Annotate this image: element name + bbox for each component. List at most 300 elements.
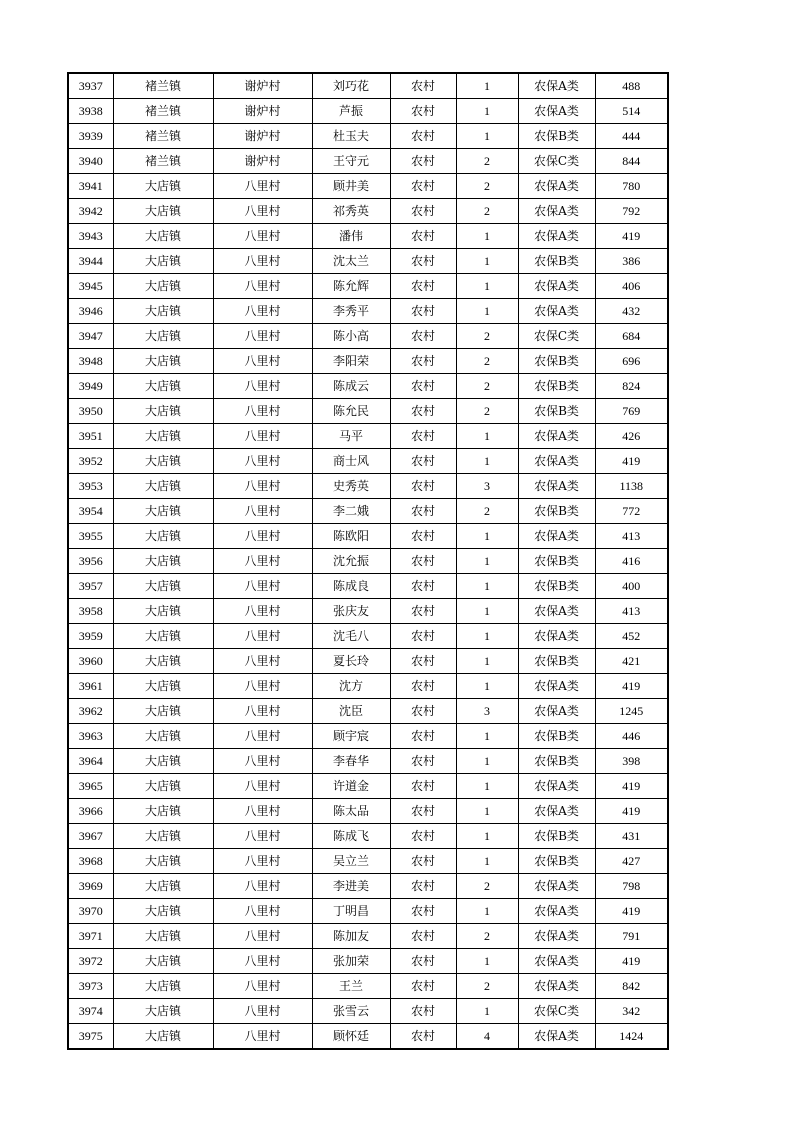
town-cell: 大店镇	[113, 974, 213, 999]
household-count-cell: 1	[456, 799, 518, 824]
area-type-cell: 农村	[390, 574, 456, 599]
area-type-cell: 农村	[390, 949, 456, 974]
table-row	[68, 899, 668, 924]
row-number-cell: 3946	[68, 299, 113, 324]
category-cell: 农保A类	[518, 774, 595, 799]
area-type-cell: 农村	[390, 674, 456, 699]
name-cell: 顾井美	[312, 174, 390, 199]
household-count-cell: 1	[456, 124, 518, 149]
town-cell: 大店镇	[113, 174, 213, 199]
row-number-cell: 3949	[68, 374, 113, 399]
amount-cell: 416	[595, 549, 668, 574]
row-number-cell: 3941	[68, 174, 113, 199]
category-cell: 农保B类	[518, 824, 595, 849]
row-number-cell: 3956	[68, 549, 113, 574]
village-cell: 八里村	[213, 574, 312, 599]
name-cell: 陈成云	[312, 374, 390, 399]
village-cell: 八里村	[213, 824, 312, 849]
town-cell: 大店镇	[113, 1024, 213, 1050]
area-type-cell: 农村	[390, 224, 456, 249]
row-number-cell: 3957	[68, 574, 113, 599]
row-number-cell: 3958	[68, 599, 113, 624]
village-cell: 谢炉村	[213, 73, 312, 99]
category-cell: 农保B类	[518, 349, 595, 374]
table-row	[68, 674, 668, 699]
household-count-cell: 2	[456, 499, 518, 524]
category-cell: 农保A类	[518, 73, 595, 99]
amount-cell: 342	[595, 999, 668, 1024]
household-count-cell: 1	[456, 749, 518, 774]
town-cell: 大店镇	[113, 574, 213, 599]
table-row	[68, 974, 668, 999]
table-row	[68, 99, 668, 124]
village-cell: 八里村	[213, 249, 312, 274]
town-cell: 大店镇	[113, 499, 213, 524]
category-cell: 农保B类	[518, 724, 595, 749]
area-type-cell: 农村	[390, 1024, 456, 1050]
row-number-cell: 3973	[68, 974, 113, 999]
table-row	[68, 699, 668, 724]
town-cell: 大店镇	[113, 224, 213, 249]
row-number-cell: 3969	[68, 874, 113, 899]
table-row	[68, 774, 668, 799]
area-type-cell: 农村	[390, 149, 456, 174]
category-cell: 农保A类	[518, 599, 595, 624]
town-cell: 大店镇	[113, 549, 213, 574]
category-cell: 农保B类	[518, 649, 595, 674]
category-cell: 农保B类	[518, 249, 595, 274]
household-count-cell: 2	[456, 924, 518, 949]
table-row	[68, 149, 668, 174]
town-cell: 大店镇	[113, 649, 213, 674]
table-row	[68, 624, 668, 649]
village-cell: 八里村	[213, 624, 312, 649]
town-cell: 大店镇	[113, 474, 213, 499]
name-cell: 杜玉夫	[312, 124, 390, 149]
row-number-cell: 3963	[68, 724, 113, 749]
row-number-cell: 3938	[68, 99, 113, 124]
table-row	[68, 374, 668, 399]
town-cell: 大店镇	[113, 849, 213, 874]
household-count-cell: 1	[456, 449, 518, 474]
amount-cell: 413	[595, 599, 668, 624]
table-row	[68, 224, 668, 249]
area-type-cell: 农村	[390, 299, 456, 324]
name-cell: 陈加友	[312, 924, 390, 949]
village-cell: 八里村	[213, 974, 312, 999]
area-type-cell: 农村	[390, 974, 456, 999]
household-count-cell: 1	[456, 724, 518, 749]
area-type-cell: 农村	[390, 999, 456, 1024]
household-count-cell: 1	[456, 899, 518, 924]
table-row	[68, 999, 668, 1024]
town-cell: 大店镇	[113, 349, 213, 374]
table-row	[68, 724, 668, 749]
amount-cell: 419	[595, 224, 668, 249]
village-cell: 八里村	[213, 599, 312, 624]
name-cell: 潘伟	[312, 224, 390, 249]
table-row	[68, 474, 668, 499]
amount-cell: 488	[595, 73, 668, 99]
area-type-cell: 农村	[390, 399, 456, 424]
town-cell: 大店镇	[113, 924, 213, 949]
area-type-cell: 农村	[390, 73, 456, 99]
village-cell: 八里村	[213, 499, 312, 524]
table-row	[68, 299, 668, 324]
town-cell: 大店镇	[113, 699, 213, 724]
village-cell: 八里村	[213, 699, 312, 724]
town-cell: 大店镇	[113, 674, 213, 699]
village-cell: 八里村	[213, 899, 312, 924]
area-type-cell: 农村	[390, 249, 456, 274]
village-cell: 八里村	[213, 549, 312, 574]
household-count-cell: 2	[456, 374, 518, 399]
area-type-cell: 农村	[390, 349, 456, 374]
village-cell: 八里村	[213, 524, 312, 549]
household-count-cell: 2	[456, 199, 518, 224]
name-cell: 沈允振	[312, 549, 390, 574]
name-cell: 王兰	[312, 974, 390, 999]
household-count-cell: 1	[456, 999, 518, 1024]
category-cell: 农保B类	[518, 749, 595, 774]
name-cell: 陈允民	[312, 399, 390, 424]
village-cell: 八里村	[213, 349, 312, 374]
amount-cell: 432	[595, 299, 668, 324]
name-cell: 陈成良	[312, 574, 390, 599]
village-cell: 八里村	[213, 174, 312, 199]
household-count-cell: 1	[456, 824, 518, 849]
category-cell: 农保C类	[518, 149, 595, 174]
household-count-cell: 1	[456, 574, 518, 599]
category-cell: 农保A类	[518, 524, 595, 549]
area-type-cell: 农村	[390, 174, 456, 199]
household-count-cell: 1	[456, 774, 518, 799]
name-cell: 李秀平	[312, 299, 390, 324]
row-number-cell: 3962	[68, 699, 113, 724]
area-type-cell: 农村	[390, 424, 456, 449]
amount-cell: 792	[595, 199, 668, 224]
household-count-cell: 2	[456, 974, 518, 999]
amount-cell: 772	[595, 499, 668, 524]
table-row	[68, 574, 668, 599]
amount-cell: 419	[595, 774, 668, 799]
category-cell: 农保A类	[518, 199, 595, 224]
amount-cell: 1245	[595, 699, 668, 724]
area-type-cell: 农村	[390, 524, 456, 549]
name-cell: 陈太品	[312, 799, 390, 824]
name-cell: 李阳荣	[312, 349, 390, 374]
category-cell: 农保B类	[518, 574, 595, 599]
town-cell: 褚兰镇	[113, 149, 213, 174]
row-number-cell: 3954	[68, 499, 113, 524]
table-row	[68, 649, 668, 674]
village-cell: 八里村	[213, 649, 312, 674]
name-cell: 商士风	[312, 449, 390, 474]
table-row	[68, 349, 668, 374]
category-cell: 农保A类	[518, 624, 595, 649]
village-cell: 八里村	[213, 299, 312, 324]
area-type-cell: 农村	[390, 749, 456, 774]
table-row	[68, 73, 668, 99]
row-number-cell: 3970	[68, 899, 113, 924]
town-cell: 大店镇	[113, 374, 213, 399]
table-row	[68, 749, 668, 774]
amount-cell: 1424	[595, 1024, 668, 1050]
row-number-cell: 3940	[68, 149, 113, 174]
name-cell: 许道金	[312, 774, 390, 799]
category-cell: 农保A类	[518, 974, 595, 999]
table-row	[68, 524, 668, 549]
household-count-cell: 2	[456, 399, 518, 424]
village-cell: 八里村	[213, 424, 312, 449]
name-cell: 刘巧花	[312, 73, 390, 99]
village-cell: 谢炉村	[213, 124, 312, 149]
household-count-cell: 1	[456, 599, 518, 624]
town-cell: 褚兰镇	[113, 73, 213, 99]
area-type-cell: 农村	[390, 799, 456, 824]
category-cell: 农保A类	[518, 99, 595, 124]
category-cell: 农保A类	[518, 924, 595, 949]
category-cell: 农保A类	[518, 874, 595, 899]
amount-cell: 398	[595, 749, 668, 774]
area-type-cell: 农村	[390, 599, 456, 624]
town-cell: 大店镇	[113, 899, 213, 924]
area-type-cell: 农村	[390, 99, 456, 124]
household-count-cell: 2	[456, 349, 518, 374]
table-row	[68, 324, 668, 349]
village-cell: 谢炉村	[213, 149, 312, 174]
table-row	[68, 124, 668, 149]
household-count-cell: 2	[456, 174, 518, 199]
name-cell: 王守元	[312, 149, 390, 174]
village-cell: 八里村	[213, 1024, 312, 1050]
household-count-cell: 1	[456, 849, 518, 874]
village-cell: 八里村	[213, 274, 312, 299]
household-count-cell: 2	[456, 874, 518, 899]
name-cell: 马平	[312, 424, 390, 449]
name-cell: 李进美	[312, 874, 390, 899]
row-number-cell: 3965	[68, 774, 113, 799]
village-cell: 八里村	[213, 724, 312, 749]
amount-cell: 1138	[595, 474, 668, 499]
town-cell: 大店镇	[113, 449, 213, 474]
row-number-cell: 3966	[68, 799, 113, 824]
category-cell: 农保A类	[518, 674, 595, 699]
category-cell: 农保C类	[518, 999, 595, 1024]
row-number-cell: 3955	[68, 524, 113, 549]
row-number-cell: 3960	[68, 649, 113, 674]
amount-cell: 419	[595, 899, 668, 924]
area-type-cell: 农村	[390, 649, 456, 674]
category-cell: 农保C类	[518, 324, 595, 349]
town-cell: 大店镇	[113, 624, 213, 649]
village-cell: 八里村	[213, 374, 312, 399]
household-count-cell: 1	[456, 224, 518, 249]
name-cell: 张雪云	[312, 999, 390, 1024]
name-cell: 顾怀廷	[312, 1024, 390, 1050]
table-row	[68, 449, 668, 474]
area-type-cell: 农村	[390, 274, 456, 299]
household-count-cell: 1	[456, 949, 518, 974]
amount-cell: 426	[595, 424, 668, 449]
row-number-cell: 3944	[68, 249, 113, 274]
row-number-cell: 3972	[68, 949, 113, 974]
area-type-cell: 农村	[390, 699, 456, 724]
village-cell: 八里村	[213, 924, 312, 949]
village-cell: 八里村	[213, 224, 312, 249]
town-cell: 大店镇	[113, 599, 213, 624]
category-cell: 农保A类	[518, 799, 595, 824]
name-cell: 李二娥	[312, 499, 390, 524]
table-row	[68, 949, 668, 974]
area-type-cell: 农村	[390, 474, 456, 499]
row-number-cell: 3952	[68, 449, 113, 474]
category-cell: 农保B类	[518, 374, 595, 399]
category-cell: 农保B类	[518, 849, 595, 874]
area-type-cell: 农村	[390, 899, 456, 924]
town-cell: 大店镇	[113, 524, 213, 549]
household-count-cell: 1	[456, 649, 518, 674]
row-number-cell: 3974	[68, 999, 113, 1024]
amount-cell: 419	[595, 949, 668, 974]
category-cell: 农保A类	[518, 424, 595, 449]
area-type-cell: 农村	[390, 124, 456, 149]
category-cell: 农保A类	[518, 274, 595, 299]
name-cell: 陈小高	[312, 324, 390, 349]
amount-cell: 824	[595, 374, 668, 399]
village-cell: 八里村	[213, 399, 312, 424]
town-cell: 褚兰镇	[113, 124, 213, 149]
town-cell: 大店镇	[113, 949, 213, 974]
household-count-cell: 1	[456, 549, 518, 574]
town-cell: 大店镇	[113, 724, 213, 749]
category-cell: 农保A类	[518, 449, 595, 474]
village-cell: 八里村	[213, 874, 312, 899]
household-count-cell: 1	[456, 99, 518, 124]
area-type-cell: 农村	[390, 549, 456, 574]
amount-cell: 446	[595, 724, 668, 749]
area-type-cell: 农村	[390, 199, 456, 224]
category-cell: 农保A类	[518, 1024, 595, 1050]
row-number-cell: 3961	[68, 674, 113, 699]
area-type-cell: 农村	[390, 824, 456, 849]
table-row	[68, 824, 668, 849]
household-count-cell: 1	[456, 274, 518, 299]
row-number-cell: 3937	[68, 73, 113, 99]
name-cell: 李春华	[312, 749, 390, 774]
category-cell: 农保A类	[518, 699, 595, 724]
area-type-cell: 农村	[390, 774, 456, 799]
row-number-cell: 3947	[68, 324, 113, 349]
town-cell: 大店镇	[113, 774, 213, 799]
name-cell: 吴立兰	[312, 849, 390, 874]
row-number-cell: 3950	[68, 399, 113, 424]
household-count-cell: 1	[456, 249, 518, 274]
row-number-cell: 3964	[68, 749, 113, 774]
table-row	[68, 399, 668, 424]
amount-cell: 844	[595, 149, 668, 174]
table-row	[68, 274, 668, 299]
table-row	[68, 924, 668, 949]
village-cell: 八里村	[213, 949, 312, 974]
amount-cell: 406	[595, 274, 668, 299]
village-cell: 谢炉村	[213, 99, 312, 124]
amount-cell: 452	[595, 624, 668, 649]
table-row	[68, 249, 668, 274]
category-cell: 农保B类	[518, 399, 595, 424]
village-cell: 八里村	[213, 749, 312, 774]
table-row	[68, 424, 668, 449]
town-cell: 大店镇	[113, 199, 213, 224]
area-type-cell: 农村	[390, 374, 456, 399]
row-number-cell: 3943	[68, 224, 113, 249]
village-cell: 八里村	[213, 324, 312, 349]
village-cell: 八里村	[213, 799, 312, 824]
amount-cell: 842	[595, 974, 668, 999]
area-type-cell: 农村	[390, 449, 456, 474]
town-cell: 大店镇	[113, 399, 213, 424]
household-count-cell: 3	[456, 699, 518, 724]
table-row	[68, 874, 668, 899]
household-count-cell: 4	[456, 1024, 518, 1050]
category-cell: 农保B类	[518, 124, 595, 149]
town-cell: 大店镇	[113, 249, 213, 274]
amount-cell: 413	[595, 524, 668, 549]
town-cell: 大店镇	[113, 299, 213, 324]
category-cell: 农保A类	[518, 899, 595, 924]
amount-cell: 444	[595, 124, 668, 149]
name-cell: 沈太兰	[312, 249, 390, 274]
row-number-cell: 3959	[68, 624, 113, 649]
name-cell: 顾宇宸	[312, 724, 390, 749]
village-cell: 八里村	[213, 999, 312, 1024]
town-cell: 大店镇	[113, 999, 213, 1024]
town-cell: 大店镇	[113, 824, 213, 849]
amount-cell: 514	[595, 99, 668, 124]
household-count-cell: 1	[456, 299, 518, 324]
category-cell: 农保A类	[518, 174, 595, 199]
amount-cell: 431	[595, 824, 668, 849]
household-count-cell: 1	[456, 674, 518, 699]
town-cell: 大店镇	[113, 749, 213, 774]
table-row	[68, 499, 668, 524]
table-row	[68, 174, 668, 199]
village-cell: 八里村	[213, 474, 312, 499]
table-row	[68, 1024, 668, 1050]
area-type-cell: 农村	[390, 724, 456, 749]
table-row	[68, 599, 668, 624]
row-number-cell: 3975	[68, 1024, 113, 1050]
amount-cell: 419	[595, 799, 668, 824]
town-cell: 大店镇	[113, 799, 213, 824]
row-number-cell: 3945	[68, 274, 113, 299]
household-count-cell: 1	[456, 73, 518, 99]
amount-cell: 421	[595, 649, 668, 674]
name-cell: 张庆友	[312, 599, 390, 624]
table-row	[68, 849, 668, 874]
row-number-cell: 3942	[68, 199, 113, 224]
village-cell: 八里村	[213, 774, 312, 799]
name-cell: 祁秀英	[312, 199, 390, 224]
table-row	[68, 199, 668, 224]
village-cell: 八里村	[213, 199, 312, 224]
category-cell: 农保A类	[518, 299, 595, 324]
amount-cell: 696	[595, 349, 668, 374]
row-number-cell: 3948	[68, 349, 113, 374]
amount-cell: 419	[595, 674, 668, 699]
area-type-cell: 农村	[390, 624, 456, 649]
amount-cell: 798	[595, 874, 668, 899]
